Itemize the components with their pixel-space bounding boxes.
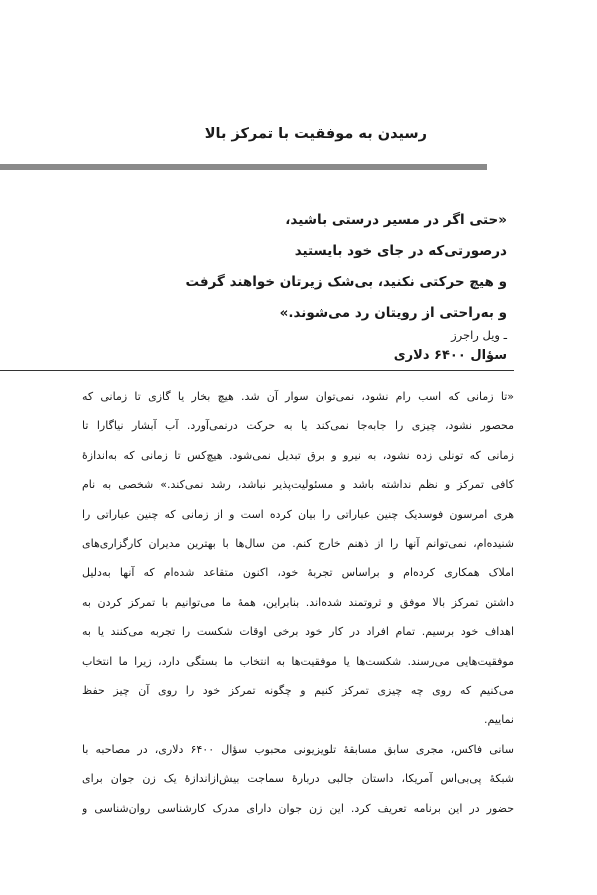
body-line: نماییم. [484,713,514,727]
quote-line: درصورتی‌که در جای خود بایستید [294,243,507,259]
body-line: حضور در این برنامه تعریف کرد. این زن جوان دارای مدرک کارشناسی روان‌شناسی و [82,801,514,815]
body-line: «تا زمانی که اسب رام نشود، نمی‌توان سوار آن شد. هیچ بخار یا گازی تا زمانی که [82,390,514,403]
body-line: موفقیت‌هایی می‌رسند. شکست‌ها یا موفقیت‌ها به انتخاب ما بستگی دارد، زیرا ما انتخاب [82,654,514,668]
quote-line: «حتی اگر در مسیر درستی باشید، [285,212,507,228]
body-line: املاک همکاری کرده‌ام و براساس تجربهٔ خود، اکنون متقاعد شده‌ام که آنها به‌دلیل [82,566,514,580]
body-line: شبکهٔ پی‌بی‌اس آمریکا، داستان جالبی دربارهٔ سماجت بیش‌ازاندازهٔ یک زن جوان برای [82,772,514,786]
section-divider [0,370,514,371]
body-line: هری امرسون فوسدیک چنین عباراتی را بیان کرده است و از زمانی که چنین عباراتی را [82,507,514,521]
title-underline-bar [0,164,487,170]
body-line: کافی تمرکز و نظم نداشته باشد و مسئولیت‌پذیر نباشد، رشد نمی‌کند.» شخصی به نام [82,478,514,492]
body-line: سانی فاکس، مجری سابق مسابقهٔ تلویزیونی محبوب سؤال ۶۴۰۰ دلاری، در مصاحبه با [82,742,514,756]
epigraph-quote [185,205,507,329]
body-line: می‌کنیم که روی چه چیزی تمرکز کنیم و چگونه تمرکز خود را روی آن چیز حفظ [82,684,514,698]
body-line: محصور نشود، چیزی را جابه‌جا نمی‌کند یا به حرکت درنمی‌آورد. آب آبشار نیاگارا تا [82,419,514,433]
body-line: شنیده‌ام، نمی‌توانم آنها را از ذهنم خارج کنم. من سال‌ها با بهترین مدیران کارگزاری‌های [82,537,514,551]
body-text [82,382,514,823]
body-line: زمانی که تونلی زده نشود، به نیرو و برق تبدیل نمی‌شود. هیچ‌کس تا زمانی که به‌اندازهٔ [82,448,514,462]
body-line: داشتن تمرکز بالا موفق و ثروتمند شده‌اند. بنابراین، همهٔ ما می‌توانیم با تمرکز کردن به [82,595,514,609]
quote-line: و به‌راحتی از رویتان رد می‌شوند.» [279,305,507,321]
chapter-title: رسیدن به موفقیت با تمرکز بالا [204,126,427,142]
quote-author: ـ ویل راجرز [451,328,507,342]
section-heading: سؤال ۶۴۰۰ دلاری [393,348,507,363]
quote-line: و هیچ حرکتی نکنید، بی‌شک زیرتان خواهند گرفت [185,274,507,290]
body-line: اهداف خود برسیم. تمام افراد در کار خود برخی اوقات شکست را تجربه می‌کنند یا به [82,625,514,639]
